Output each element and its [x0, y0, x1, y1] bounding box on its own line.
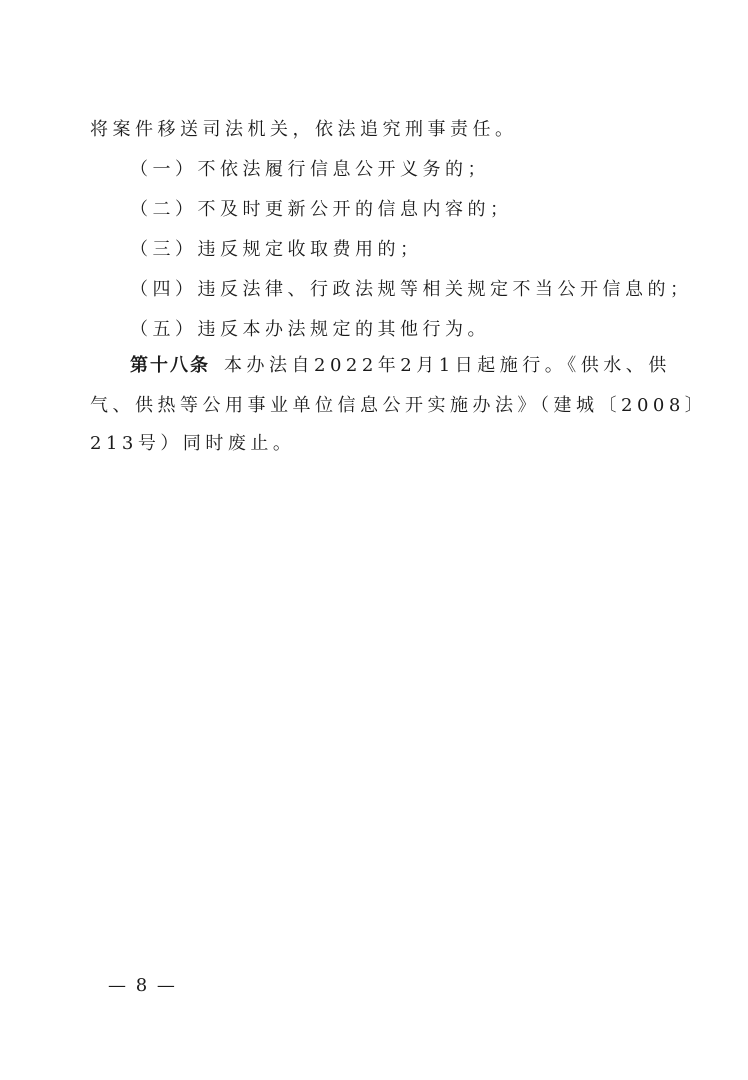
list-item-2: （二）不及时更新公开的信息内容的；	[130, 199, 513, 220]
list-item-5: （五）违反本办法规定的其他行为。	[130, 319, 490, 340]
article-18-text: 本办法自2022年2月1日起施行。《供水、供	[224, 355, 671, 376]
article-18-line-3: 213号）同时废止。	[90, 433, 296, 454]
page-number: — 8 —	[108, 975, 177, 996]
article-label: 第十八条	[130, 355, 210, 376]
list-item-3: （三）违反规定收取费用的；	[130, 239, 423, 260]
paragraph-line: 将案件移送司法机关，依法追究刑事责任。	[90, 119, 518, 140]
article-18-line-2: 气、供热等公用事业单位信息公开实施办法》（建城〔2008〕	[90, 395, 708, 416]
list-item-4: （四）违反法律、行政法规等相关规定不当公开信息的；	[130, 279, 693, 300]
list-item-1: （一）不依法履行信息公开义务的；	[130, 159, 490, 180]
article-18-line-1	[130, 354, 671, 378]
